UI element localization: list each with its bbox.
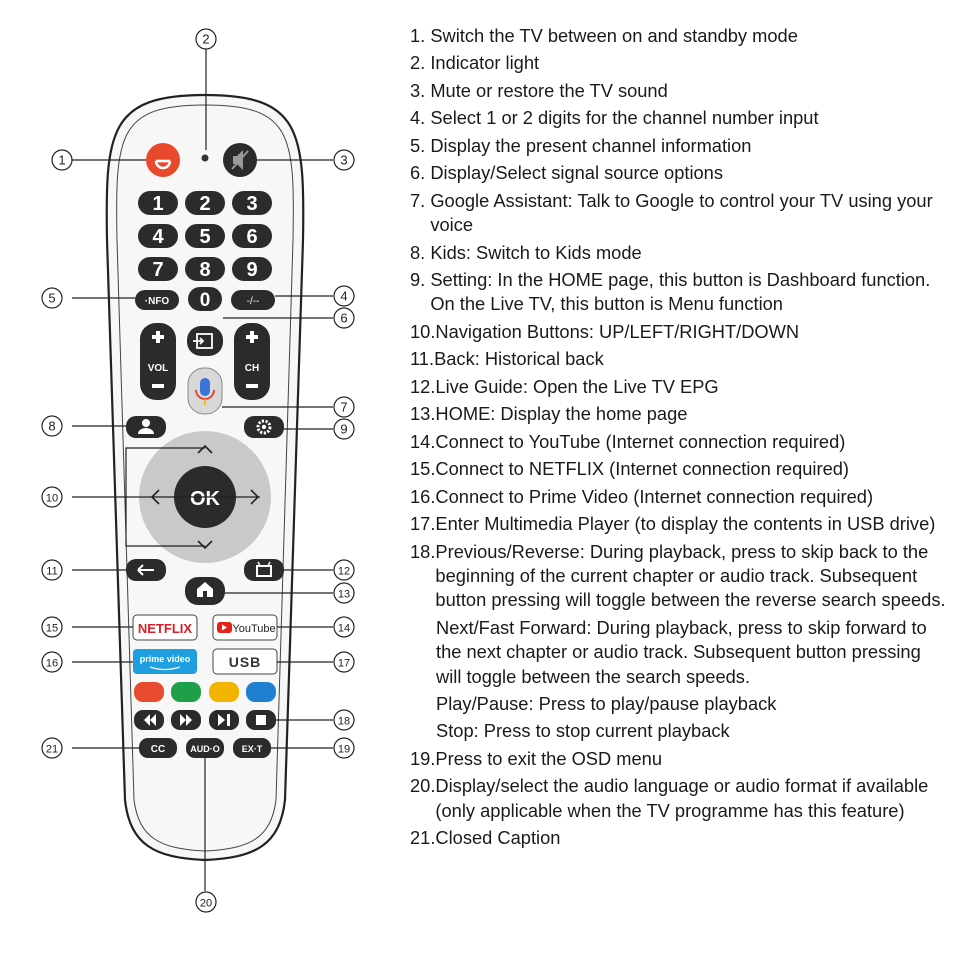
description-item [410, 485, 950, 509]
indicator-light [202, 155, 209, 162]
description-item [410, 268, 950, 317]
callout-4-label: 4 [340, 288, 348, 304]
description-number: 10. [410, 320, 436, 342]
callout-19-label: 19 [337, 743, 351, 756]
digit-8-label: 8 [199, 259, 211, 281]
vol-label: VOL [147, 363, 169, 374]
green-key [171, 682, 201, 702]
description-subitem: Stop: Press to stop current playback [436, 720, 730, 742]
callout-7-label: 7 [340, 399, 348, 415]
source-button [187, 326, 223, 356]
description-text: Indicator light [430, 52, 540, 74]
description-text: Navigation Buttons: UP/LEFT/RIGHT/DOWN [435, 320, 800, 342]
description-item [410, 774, 950, 823]
callout-10-label: 10 [45, 492, 59, 505]
remote-diagram [0, 0, 400, 960]
digit-5-label: 5 [199, 226, 211, 248]
description-text: Live Guide: Open the Live TV EPG [435, 375, 719, 397]
description-text: Back: Historical back [434, 348, 604, 370]
blue-key [246, 682, 276, 702]
exit-label: EX·T [241, 744, 263, 754]
youtube-label: YouTube [232, 623, 276, 635]
callout-12-label: 12 [337, 565, 351, 578]
description-text: Select 1 or 2 digits for the channel number input [430, 107, 819, 129]
callout-18-label: 18 [337, 715, 351, 728]
description-number: 5. [410, 134, 431, 156]
description-text: Display the present channel information [430, 134, 752, 156]
audio-label: AUD·O [190, 744, 220, 754]
digit-6-label: 6 [246, 226, 258, 248]
digit-1-label: 1 [152, 193, 164, 215]
callout-17-label: 17 [337, 657, 351, 670]
description-item [410, 375, 950, 399]
description-item [410, 540, 950, 613]
description-item [410, 106, 950, 130]
description-text: Previous/Reverse: During playback, press to skip back to the beginning of the current chapter or audio track. Subsequent button pressing will toggle between the reverse search speeds. [435, 540, 946, 611]
callout-14-label: 14 [337, 622, 351, 635]
description-item [410, 51, 950, 75]
callout-1-label: 1 [58, 152, 66, 168]
callout-16-label: 16 [45, 657, 59, 670]
description-item [410, 79, 950, 103]
description-item [410, 826, 950, 850]
digit-3-label: 3 [246, 193, 258, 215]
description-number: 7. [410, 189, 431, 211]
yellow-key [209, 682, 239, 702]
cc-label: CC [150, 744, 166, 755]
description-text: Connect to Prime Video (Internet connection required) [435, 485, 874, 507]
callout-5-label: 5 [48, 290, 56, 306]
description-text: Closed Caption [435, 827, 561, 849]
description-item [410, 189, 950, 238]
description-number: 1. [410, 25, 431, 46]
description-text: Display/Select signal source options [430, 162, 723, 184]
description-item [410, 430, 950, 454]
description-item [410, 457, 950, 481]
usb-label: USB [228, 654, 262, 670]
description-item [410, 241, 950, 265]
description-subitem: Play/Pause: Press to play/pause playback [436, 692, 777, 714]
description-text: Press to exit the OSD menu [435, 747, 663, 769]
description-item [410, 161, 950, 185]
description-number: 17. [410, 513, 436, 535]
callout-9-label: 9 [340, 421, 348, 437]
description-item [410, 747, 950, 771]
callout-6-label: 6 [340, 310, 348, 326]
description-number: 3. [410, 79, 431, 101]
description-number: 15. [410, 458, 436, 480]
description-text: Kids: Switch to Kids mode [430, 241, 642, 263]
description-item [410, 512, 950, 536]
description-number: 2. [410, 52, 431, 74]
callout-21-label: 21 [45, 743, 59, 756]
description-number: 12. [410, 375, 436, 397]
callout-15-label: 15 [45, 622, 59, 635]
description-number: 14. [410, 430, 436, 452]
description-item [410, 347, 950, 371]
prime-video-label: prime video [139, 654, 191, 664]
description-item [410, 134, 950, 158]
description-number: 16. [410, 485, 436, 507]
description-number: 18. [410, 540, 436, 562]
description-number: 9. [410, 269, 431, 291]
red-key [134, 682, 164, 702]
description-text: Connect to NETFLIX (Internet connection required) [435, 458, 849, 480]
description-number: 13. [410, 403, 436, 425]
description-item [410, 402, 950, 426]
description-number: 21. [410, 827, 436, 849]
description-number: 11. [410, 348, 435, 370]
description-text: Connect to YouTube (Internet connection required) [435, 430, 846, 452]
callout-8-label: 8 [48, 418, 56, 434]
digit-0-label: 0 [199, 290, 211, 311]
live-guide-button [244, 559, 284, 581]
digit-4-label: 4 [152, 226, 164, 248]
description-text: Google Assistant: Talk to Google to control your TV using your voice [430, 189, 933, 236]
description-number: 8. [410, 241, 431, 263]
description-text: Setting: In the HOME page, this button is Dashboard function. On the Live TV, this button is Menu function [430, 269, 931, 315]
info-label: ·NFO [144, 296, 170, 307]
description-number: 20. [410, 775, 436, 797]
callout-20-label: 20 [199, 897, 213, 910]
digit-9-label: 9 [246, 259, 258, 281]
description-number: 4. [410, 107, 431, 129]
description-item [410, 320, 950, 344]
callout-3-label: 3 [340, 152, 348, 168]
description-text: Display/select the audio language or audio format if available (only applicable when the TV programme has this feature) [435, 775, 929, 821]
digit-7-label: 7 [152, 259, 164, 281]
description-text: HOME: Display the home page [435, 403, 688, 425]
description-subitem: Next/Fast Forward: During playback, press to skip forward to the next chapter or audio track. Subsequent button pressing will toggle between the search speeds. [436, 616, 927, 687]
callout-2-label: 2 [202, 31, 210, 47]
description-text: Switch the TV between on and standby mode [430, 25, 798, 46]
description-text: Mute or restore the TV sound [430, 79, 668, 101]
description-list [410, 24, 950, 854]
digit-select-label: -/-- [246, 296, 260, 307]
callout-11-label: 11 [46, 565, 58, 578]
ch-label: CH [244, 363, 260, 374]
ok-label: OK [190, 488, 220, 510]
description-number: 6. [410, 162, 431, 184]
callout-13-label: 13 [337, 588, 351, 601]
digit-2-label: 2 [199, 193, 211, 215]
description-item [410, 24, 950, 48]
netflix-label: NETFLIX [137, 621, 193, 636]
description-number: 19. [410, 747, 436, 769]
description-text: Enter Multimedia Player (to display the contents in USB drive) [435, 513, 936, 535]
